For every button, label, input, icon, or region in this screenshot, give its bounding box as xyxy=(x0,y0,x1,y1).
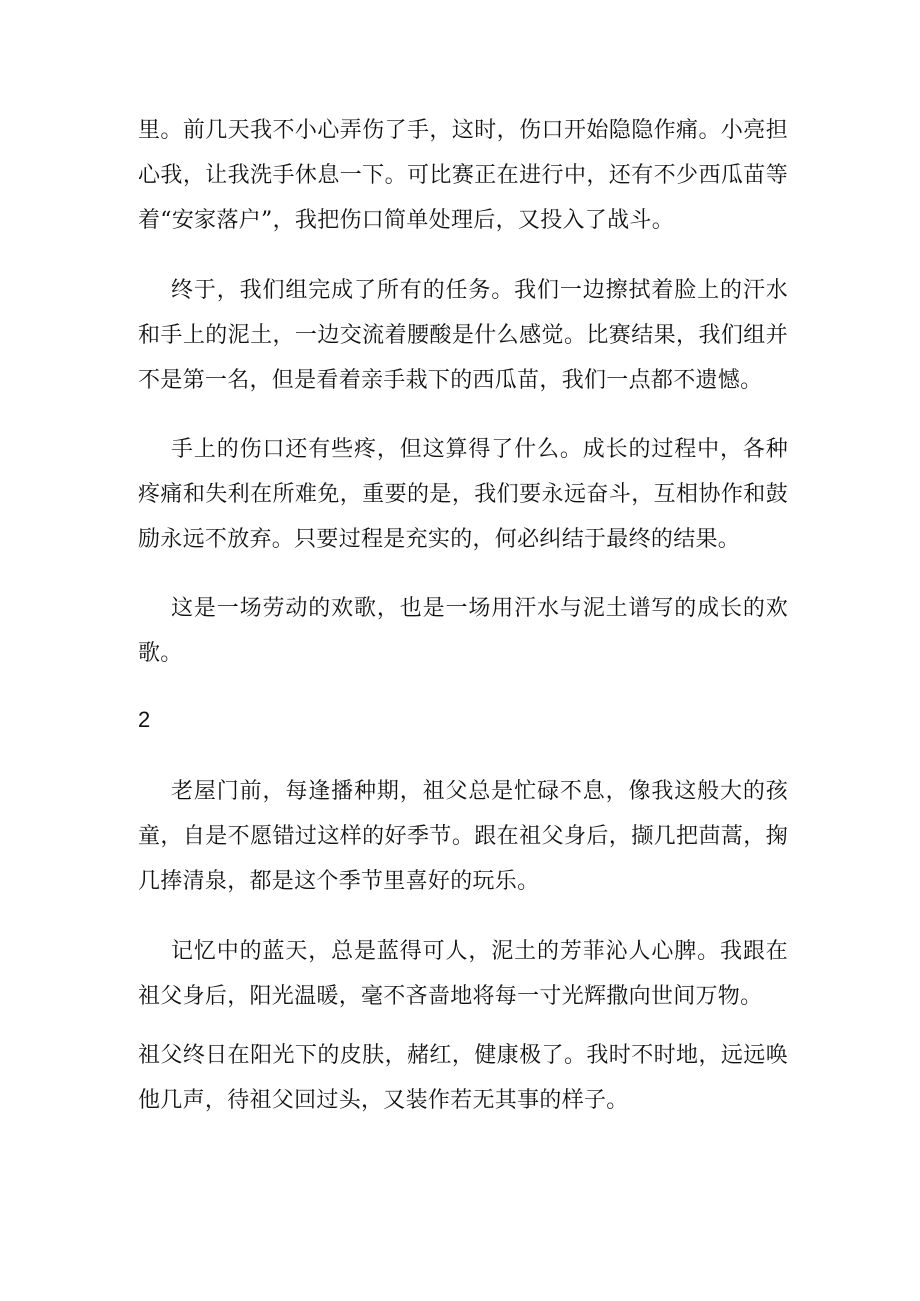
paragraph-blue-sky: 记忆中的蓝天，总是蓝得可人，泥土的芳菲沁人心脾。我跟在祖父身后，阳光温暖，毫不吝啬地将每一寸光辉撒向世间万物。 xyxy=(138,939,788,1009)
paragraph-grandfather-skin: 祖父终日在阳光下的皮肤，赭红，健康极了。我时不时地，远远唤他几声，待祖父回过头，又装作若无其事的样子。 xyxy=(138,1043,788,1113)
paragraph-continued-injury: 里。前几天我不小心弄伤了手，这时，伤口开始隐隐作痛。小亮担心我，让我洗手休息一下。可比赛正在进行中，还有不少西瓜苗等着“安家落户”，我把伤口简单处理后，又投入了战斗。 xyxy=(138,118,788,233)
section-number: 2 xyxy=(138,707,151,732)
paragraph-growth-reflection: 手上的伤口还有些疼，但这算得了什么。成长的过程中，各种疼痛和失利在所难免，重要的是，我们要永远奋斗，互相协作和鼓励永远不放弃。只要过程是充实的，何必纠结于最终的结果。 xyxy=(138,437,788,552)
paragraph-task-complete: 终于，我们组完成了所有的任务。我们一边擦拭着脸上的汗水和手上的泥土，一边交流着腰酸是什么感觉。比赛结果，我们组并不是第一名，但是看着亲手栽下的西瓜苗，我们一点都不遗憾。 xyxy=(138,278,788,393)
paragraph-old-house: 老屋门前，每逢播种期，祖父总是忙碌不息，像我这般大的孩童，自是不愿错过这样的好季节。跟在祖父身后，撷几把茴蒿，掬几捧清泉，都是这个季节里喜好的玩乐。 xyxy=(138,779,788,894)
paragraph-labor-song: 这是一场劳动的欢歌，也是一场用汗水与泥土谱写的成长的欢歌。 xyxy=(138,596,788,666)
